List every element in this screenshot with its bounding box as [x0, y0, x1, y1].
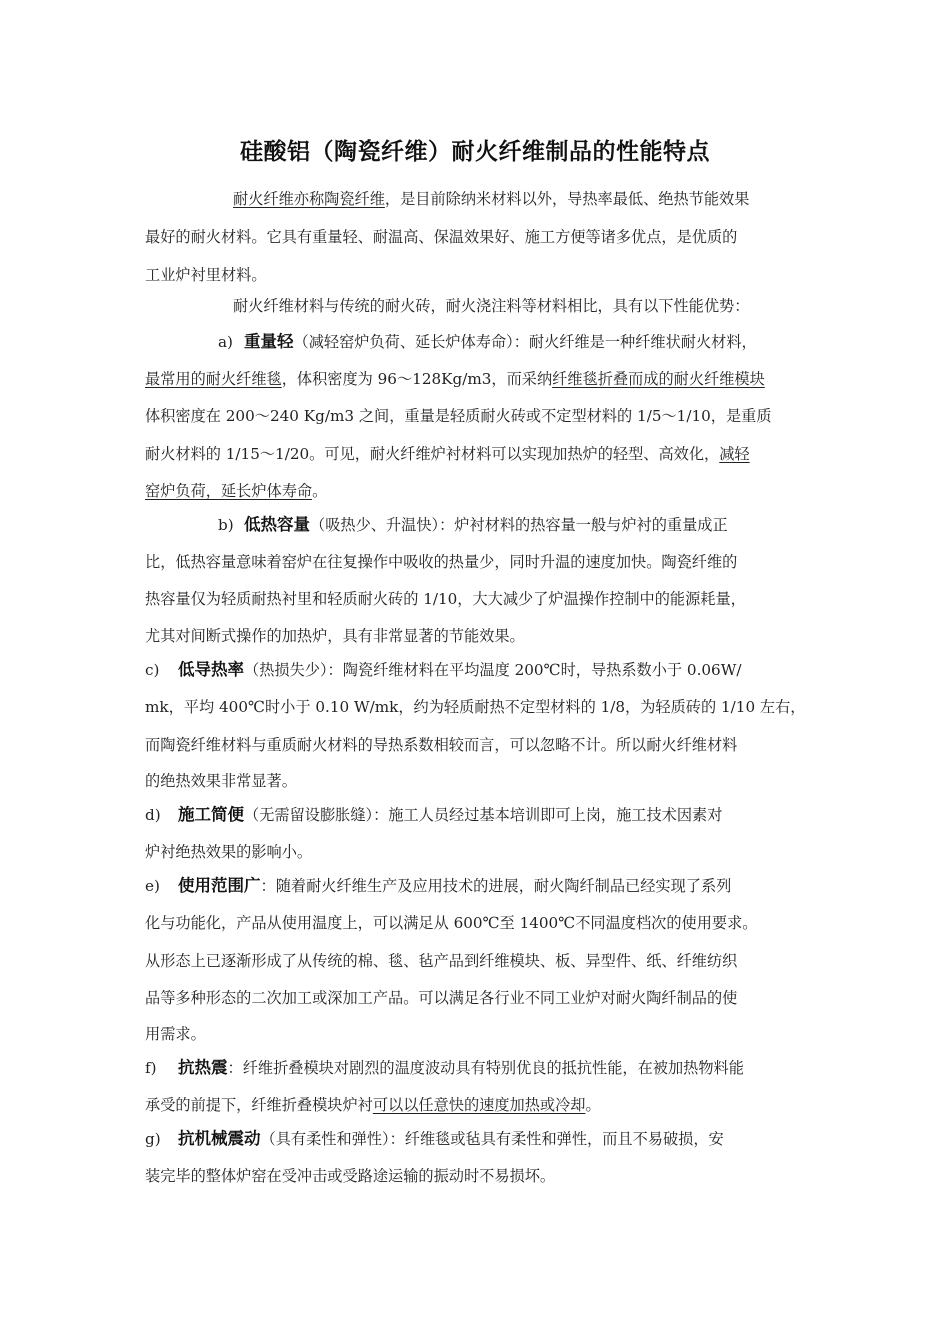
item-label: f): [145, 1059, 157, 1077]
item-heading: 低热容量: [244, 515, 310, 534]
item-d-line-1: d) 施工简便（无需留设膨胀缝）：施工人员经过基本培训即可上岗，施工技术因素对: [145, 805, 723, 824]
item-heading: 施工简便: [178, 805, 244, 824]
item-f-line-1: f) 抗热震：纤维折叠模块对剧烈的温度波动具有特别优良的抵抗性能，在被加热物料能: [145, 1058, 744, 1077]
item-f-line-2: 承受的前提下，纤维折叠模块炉衬可以以任意快的速度加热或冷却。: [145, 1096, 601, 1114]
page-title: 硅酸铝（陶瓷纤维）耐火纤维制品的性能特点: [240, 139, 710, 165]
item-b-line-1: b) 低热容量（吸热少、升温快）：炉衬材料的热容量一般与炉衬的重量成正: [218, 515, 728, 534]
item-a-line-1: a) 重量轻（减轻窑炉负荷、延长炉体寿命）：耐火纤维是一种纤维状耐火材料，: [218, 332, 757, 351]
item-g-line-1: g) 抗机械震动（具有柔性和弹性）：纤维毯或毡具有柔性和弹性，而且不易破损，安: [145, 1129, 724, 1148]
item-label: b): [218, 516, 234, 534]
item-label: c): [145, 661, 160, 679]
item-e-line-5: 用需求。: [145, 1025, 206, 1043]
item-b-line-2: 比，低热容量意味着窑炉在往复操作中吸收的热量少，同时升温的速度加快。陶瓷纤维的: [145, 553, 738, 571]
item-c-line-2: mk，平均 400℃时小于 0.10 W/mk，约为轻质耐热不定型材料的 1/8，为轻质砖的 1/10 左右，: [145, 698, 806, 716]
underlined-text: 耐火纤维亦称陶瓷纤维: [233, 190, 385, 208]
item-label: d): [145, 806, 161, 824]
item-heading: 使用范围广: [178, 876, 261, 895]
item-a-line-4: 耐火材料的 1/15～1/20。可见，耐火纤维炉衬材料可以实现加热炉的轻型、高效化，减轻: [145, 445, 750, 463]
item-e-line-1: e) 使用范围广：随着耐火纤维生产及应用技术的进展，耐火陶纤制品已经实现了系列: [145, 876, 732, 895]
item-e-line-4: 品等多种形态的二次加工或深加工产品。可以满足各行业不同工业炉对耐火陶纤制品的使: [145, 989, 738, 1007]
item-g-line-2: 装完毕的整体炉窑在受冲击或受路途运输的振动时不易损坏。: [145, 1167, 556, 1185]
intro-line-2: 最好的耐火材料。它具有重量轻、耐温高、保温效果好、施工方便等诸多优点，是优质的: [145, 228, 738, 246]
item-d-line-2: 炉衬绝热效果的影响小。: [145, 843, 313, 861]
item-a-line-3: 体积密度在 200～240 Kg/m3 之间，重量是轻质耐火砖或不定型材料的 1/5～1/10，是重质: [145, 407, 772, 425]
item-b-line-3: 热容量仅为轻质耐热衬里和轻质耐火砖的 1/10，大大减少了炉温操作控制中的能源耗量，: [145, 590, 746, 608]
intro-line-1: 耐火纤维亦称陶瓷纤维，是目前除纳米材料以外，导热率最低、绝热节能效果: [233, 190, 750, 208]
item-c-line-1: c) 低导热率（热损失少）：陶瓷纤维材料在平均温度 200℃时，导热系数小于 0.06W/: [145, 660, 742, 679]
item-label: a): [218, 333, 233, 351]
item-heading: 抗机械震动: [178, 1129, 261, 1148]
item-heading: 抗热震: [178, 1058, 228, 1077]
item-label: e): [145, 877, 160, 895]
item-c-line-4: 的绝热效果非常显著。: [145, 772, 297, 790]
intro-line-3: 工业炉衬里材料。: [145, 266, 267, 284]
item-heading: 低导热率: [178, 660, 244, 679]
intro-line-4: 耐火纤维材料与传统的耐火砖，耐火浇注料等材料相比，具有以下性能优势：: [233, 297, 750, 315]
item-a-line-5: 窑炉负荷，延长炉体寿命。: [145, 482, 328, 500]
item-a-line-2: 最常用的耐火纤维毯，体积密度为 96～128Kg/m3，而采纳纤维毯折叠而成的耐火纤维模块: [145, 370, 765, 388]
item-e-line-3: 从形态上已逐渐形成了从传统的棉、毯、毡产品到纤维模块、板、异型件、纸、纤维纺织: [145, 952, 738, 970]
item-c-line-3: 而陶瓷纤维材料与重质耐火材料的导热系数相较而言，可以忽略不计。所以耐火纤维材料: [145, 736, 738, 754]
item-heading: 重量轻: [244, 332, 294, 351]
item-e-line-2: 化与功能化，产品从使用温度上，可以满足从 600℃至 1400℃不同温度档次的使用要求。: [145, 914, 758, 932]
item-b-line-4: 尤其对间断式操作的加热炉，具有非常显著的节能效果。: [145, 627, 525, 645]
item-label: g): [145, 1130, 161, 1148]
